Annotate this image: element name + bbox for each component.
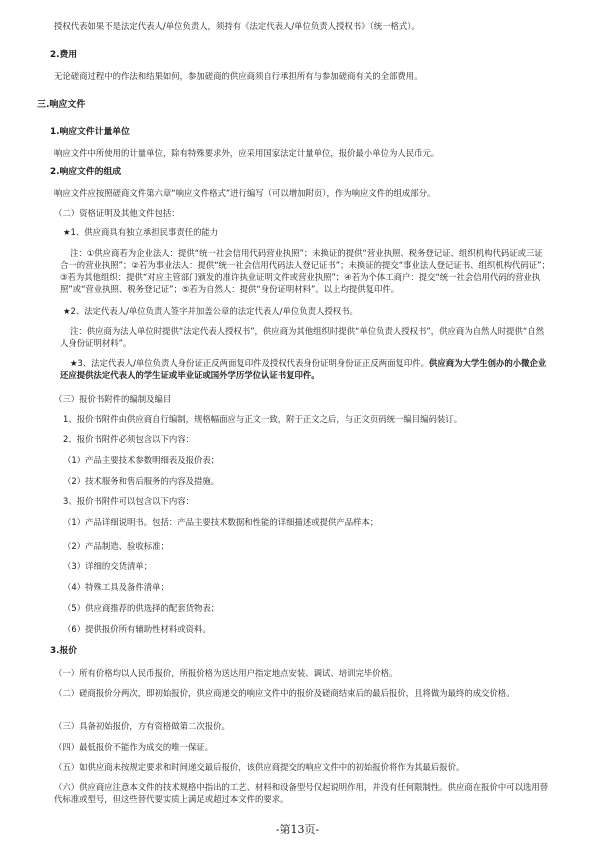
paragraph-fees: 无论磋商过程中的作法和结果如何，参加磋商的供应商须自行承担所有与参加磋商有关的全部费用。 xyxy=(54,71,423,81)
attachments-optional-2: （2）产品制造、验收标准； xyxy=(63,541,169,551)
attachments-rule-1: 1、报价书附件由供应商自行编制，规格幅面应与正文一致，附于正文之后，与正文页码统一编目编码装订。 xyxy=(63,414,462,424)
attachments-rule-2: 2、报价书附件必须包含以下内容： xyxy=(63,434,194,444)
heading-pricing: 3.报价 xyxy=(50,646,78,656)
pricing-rule-4: （四）最低报价不能作为成交的唯一保证。 xyxy=(54,742,214,752)
attachments-optional-6: （6）提供报价所有辅助性材料或资料。 xyxy=(63,624,211,634)
section-heading-response-docs: 三.响应文件 xyxy=(37,100,86,110)
pricing-rule-3: （三）具备初始报价，方有资格做第二次报价。 xyxy=(54,721,230,731)
paragraph-units: 响应文件中所使用的计量单位，除有特殊要求外，应采用国家法定计量单位，报价最小单位为人民币元。 xyxy=(54,148,440,158)
heading-fees: 2.费用 xyxy=(50,50,78,60)
attachments-optional-1: （1）产品详细说明书。包括：产品主要技术数据和性能的详细描述或提供产品样本； xyxy=(63,517,379,527)
note-qualification-1: 注：①供应商若为企业法人：提供“统一社会信用代码营业执照”；未换证的提供“营业执照、税务登记证、组织机构代码证或三证合一的营业执照”；②若为事业法人：提供“统一社会信用代码法人登记证书”；未换证的提交“事业法人登记证书、组织机构代码证”；③若为其他组织：提供“对应主管部门颁发的准许执业证明文件或营业执照”；④若为个体工商户：提交“统一社会信用代码的营业执照”或“营业执照、税务登记证”；⑤若为自然人：提供“身份证明材料”。以上均提供复印件。 xyxy=(60,248,550,294)
item-qualification-3-bold: 供应商为大学生创办的小微企业还应提供法定代表人的学生证或毕业证或国外学历学位认证书复印件。 xyxy=(60,358,547,380)
attachments-optional-4: （4）特殊工具及备件清单； xyxy=(63,582,169,592)
item-qualification-2: ★2、法定代表人/单位负责人签字并加盖公章的法定代表人/单位负责人授权书。 xyxy=(63,306,358,316)
paragraph-composition: 响应文件应按照磋商文件第六章“响应文件格式”进行编写（可以增加附页），作为响应文件的组成部分。 xyxy=(54,188,436,198)
attachments-optional-3: （3）详细的交货清单； xyxy=(63,561,153,571)
heading-units: 1.响应文件计量单位 xyxy=(50,127,130,137)
pricing-rule-6: （六）供应商应注意本文件的技术规格中指出的工艺、材料和设备型号仅起说明作用，并没有任何限制性。供应商在报价中可以选用替代标准或型号，但这些替代要实质上满足或超过本文件的要求。 xyxy=(54,782,549,804)
heading-composition: 2.响应文件的组成 xyxy=(50,167,122,177)
pricing-rule-1: （一）所有价格均以人民币报价，所报价格为送达用户指定地点安装、调试、培训完毕价格。 xyxy=(54,668,398,678)
heading-qualification: （二）资格证明及其他文件包括： xyxy=(54,208,180,218)
page-number: -第13页- xyxy=(275,823,320,836)
attachments-rule-3: 3、报价书附件可以包含以下内容： xyxy=(63,496,194,506)
pricing-rule-2: （二）磋商报价分两次，即初始报价，供应商递交的响应文件中的报价及磋商结束后的最后报价，且将做为最终的成交价格。 xyxy=(54,688,515,698)
note-qualification-2: 注：供应商为法人单位时提供“法定代表人授权书”，供应商为其他组织时提供“单位负责人授权书”，供应商为自然人时提供“自然人身份证明材料”。 xyxy=(60,326,544,348)
item-qualification-3-text: ★3、法定代表人/单位负责人身份证正反两面复印件及授权代表身份证明身份证正反两面复印件。 xyxy=(70,358,430,368)
pricing-rule-5: （五）如供应商未按规定要求和时间递交最后报价，该供应商提交的响应文件中的初始报价将作为其最后报价。 xyxy=(54,762,465,772)
item-qualification-1: ★1、供应商具有独立承担民事责任的能力 xyxy=(63,227,219,237)
heading-attachments: （三）报价书附件的编制及编目 xyxy=(54,394,172,404)
paragraph-authorization-note: 授权代表如果不是法定代表人/单位负责人，须持有《法定代表人/单位负责人授权书》（统一格式）。 xyxy=(54,21,420,31)
attachments-optional-5: （5）供应商推荐的供选择的配套货物表； xyxy=(63,603,220,613)
item-qualification-3 xyxy=(60,357,550,381)
attachments-required-1: （1）产品主要技术参数明细表及报价表； xyxy=(63,455,220,465)
attachments-required-2: （2）技术服务和售后服务的内容及措施。 xyxy=(63,476,220,486)
